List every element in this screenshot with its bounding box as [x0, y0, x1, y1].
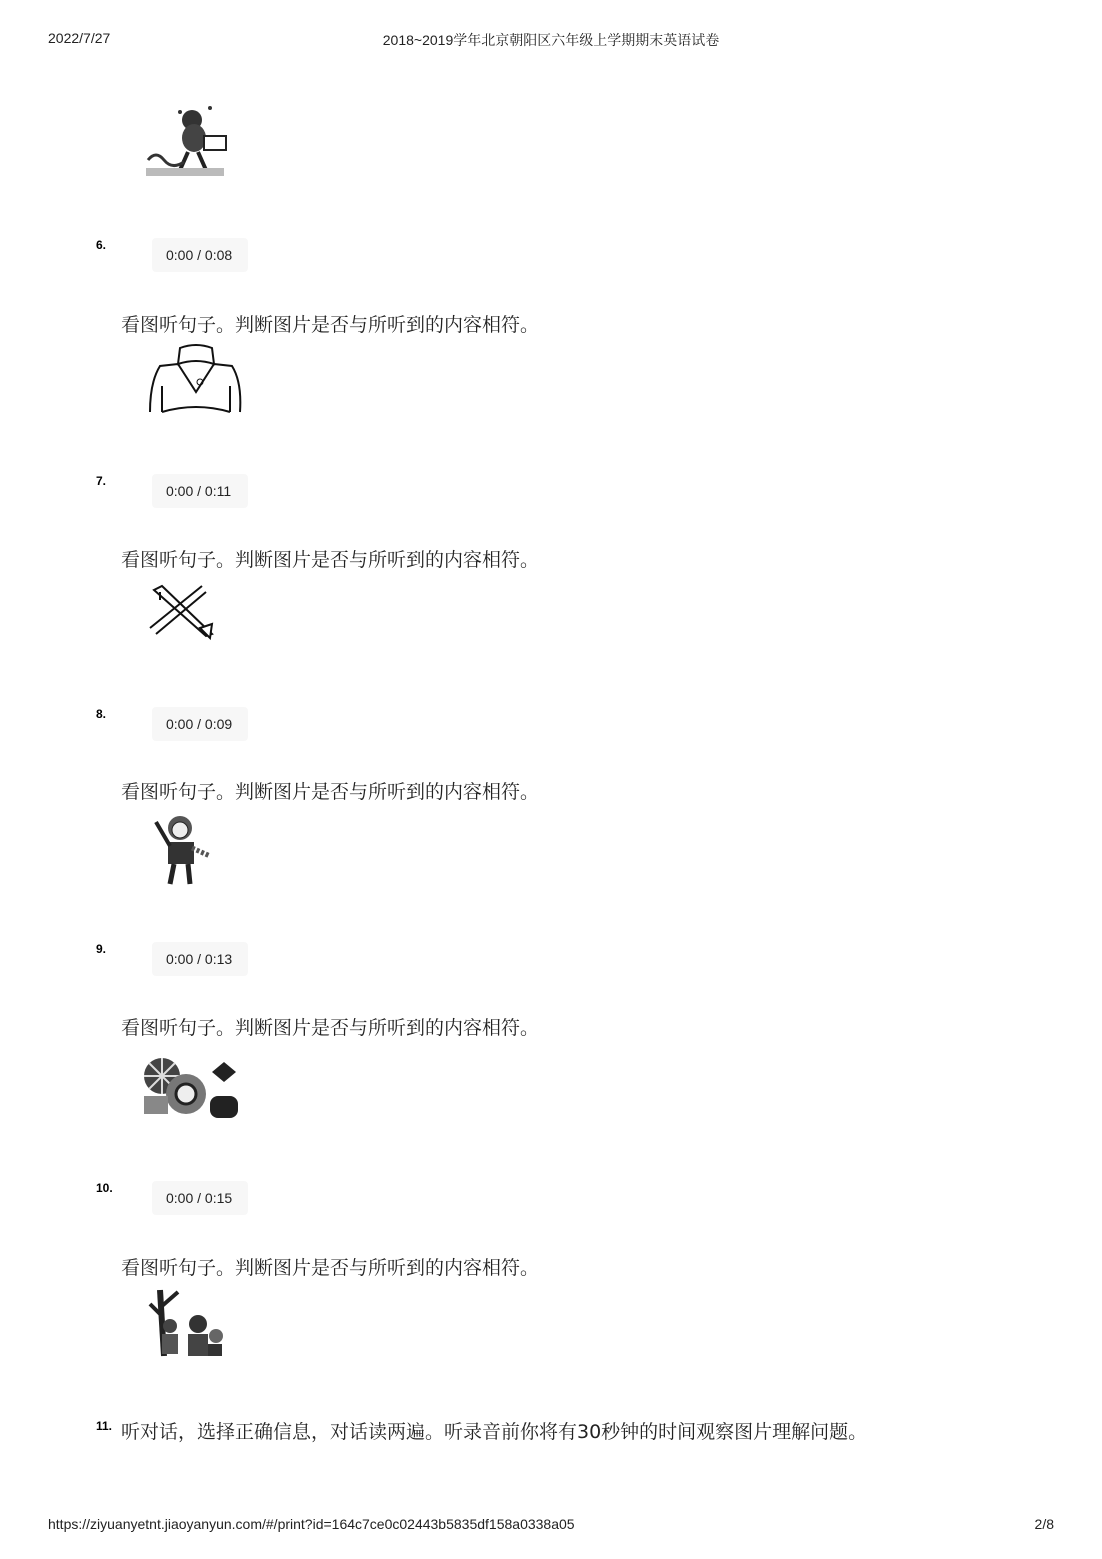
audio-player[interactable] — [152, 942, 248, 976]
sweater-picture — [140, 342, 250, 420]
audio-player[interactable] — [152, 238, 248, 272]
question-number: 7. — [96, 474, 107, 488]
audio-time: 0:00 / 0:09 — [166, 716, 233, 732]
running-child-picture — [140, 100, 240, 182]
audio-player[interactable] — [152, 474, 248, 508]
instruction-text: 看图听句子。判断图片是否与所听到的内容相符。 — [121, 1017, 540, 1039]
question-number: 10. — [96, 1181, 113, 1195]
page-url: https://ziyuanyetnt.jiaoyanyun.com/#/print?id=164c7ce0c02443b5835df158a0338a05 — [48, 1516, 575, 1532]
page-title: 2018~2019学年北京朝阳区六年级上学期期末英语试卷 — [382, 32, 720, 48]
instruction-text: 看图听句子。判断图片是否与所听到的内容相符。 — [121, 1257, 540, 1279]
audio-time: 0:00 / 0:11 — [166, 483, 232, 499]
question-number: 9. — [96, 942, 107, 956]
audio-player[interactable] — [152, 1181, 248, 1215]
instruction-text: 看图听句子。判断图片是否与所听到的内容相符。 — [121, 314, 540, 336]
airplane-picture — [140, 578, 230, 650]
audio-time: 0:00 / 0:13 — [166, 951, 233, 967]
instruction-text: 看图听句子。判断图片是否与所听到的内容相符。 — [121, 781, 540, 803]
question-number: 11. — [96, 1419, 113, 1433]
audio-time: 0:00 / 0:15 — [166, 1190, 233, 1206]
tree-and-kids-picture — [140, 1286, 240, 1364]
question-number: 6. — [96, 238, 107, 252]
page-number: 2/8 — [1034, 1516, 1054, 1532]
print-date: 2022/7/27 — [48, 30, 111, 46]
audio-time: 0:00 / 0:08 — [166, 247, 233, 263]
instruction-text: 看图听句子。判断图片是否与所听到的内容相符。 — [121, 549, 540, 571]
question-number: 8. — [96, 707, 107, 721]
waving-boy-picture — [140, 812, 230, 890]
audio-player[interactable] — [152, 707, 248, 741]
candy-picture — [140, 1052, 250, 1128]
question-text: 听对话，选择正确信息，对话读两遍。听录音前你将有30秒钟的时间观察图片理解问题。 — [121, 1421, 868, 1443]
